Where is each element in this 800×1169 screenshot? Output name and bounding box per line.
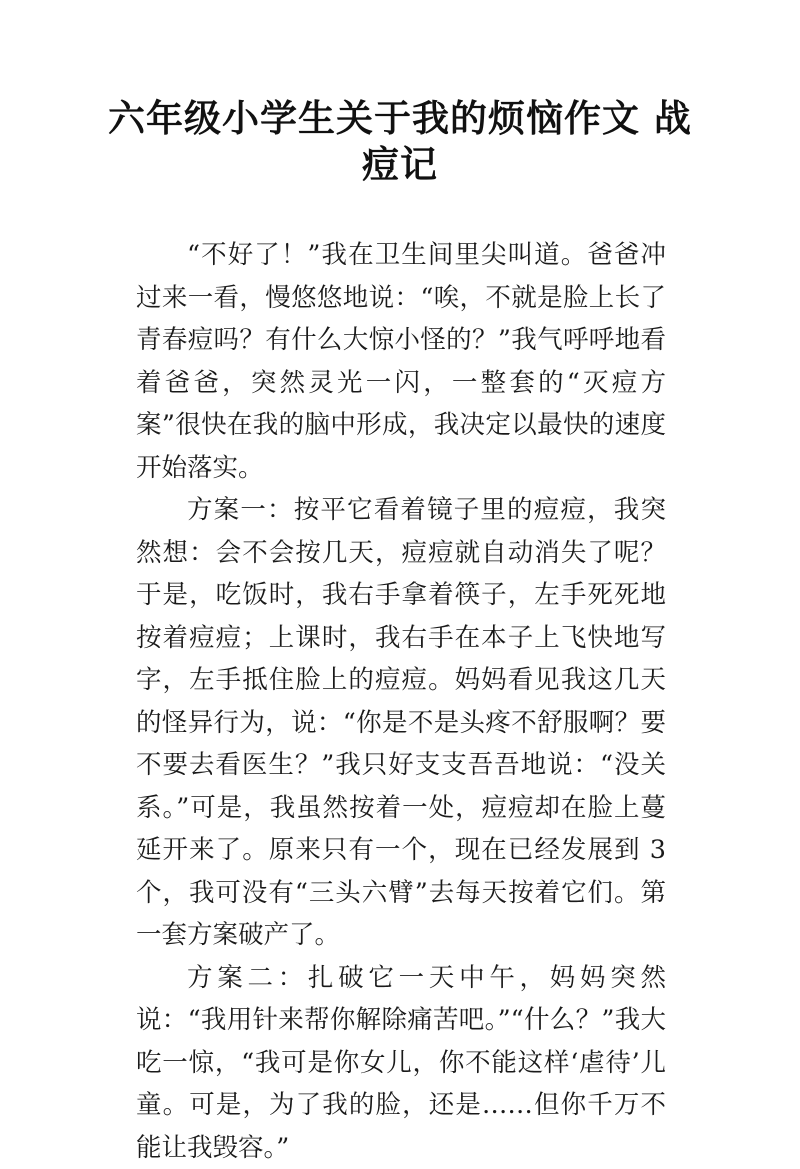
document-body: [136, 234, 666, 1169]
paragraph: 方案二：扎破它一天中午，妈妈突然说：“我用针来帮你解除痛苦吧。”“什么？”我大吃一惊，“我可是你女儿，你不能这样‘虐待’儿童。可是，为了我的脸，还是……但你千万不能让我毁容。”: [136, 957, 666, 1169]
paragraph: 方案一：按平它看着镜子里的痘痘，我突然想：会不会按几天，痘痘就自动消失了呢？于是，吃饭时，我右手拿着筷子，左手死死地按着痘痘；上课时，我右手在本子上飞快地写字，左手抵住脸上的痘痘。妈妈看见我这几天的怪异行为，说：“你是不是头疼不舒服啊？要不要去看医生？”我只好支支吾吾地说：“没关系。”可是，我虽然按着一处，痘痘却在脸上蔓延开来了。原来只有一个，现在已经发展到 3 个，我可没有“三头六臂”去每天按着它们。第一套方案破产了。: [136, 489, 666, 957]
document-title: 六年级小学生关于我的烦恼作文 战痘记: [100, 96, 700, 188]
paragraph: “不好了！”我在卫生间里尖叫道。爸爸冲过来一看，慢悠悠地说：“唉，不就是脸上长了青春痘吗？有什么大惊小怪的？”我气呼呼地看着爸爸，突然灵光一闪，一整套的“灭痘方案”很快在我的脑中形成，我决定以最快的速度开始落实。: [136, 234, 666, 489]
